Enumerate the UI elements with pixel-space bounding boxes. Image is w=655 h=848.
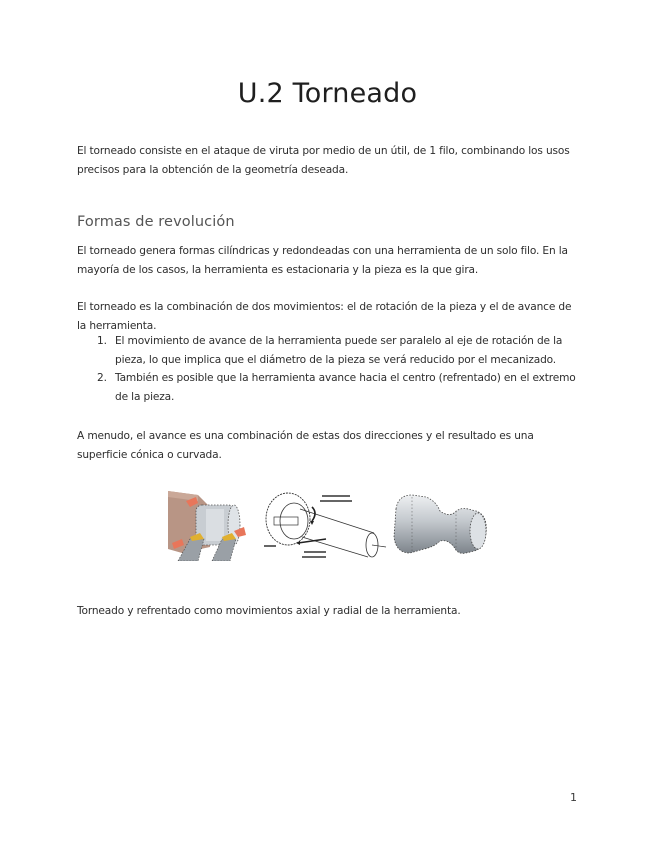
lathe-chuck-diagram xyxy=(262,487,387,561)
page-title: U.2 Torneado xyxy=(237,78,418,109)
list-item xyxy=(77,369,582,406)
turned-part-illustration xyxy=(390,487,494,561)
figure-caption: Torneado y refrentado como movimientos axial y radial de la herramienta. xyxy=(77,605,461,617)
list-item xyxy=(77,332,582,369)
list-item-number: 1. xyxy=(97,335,107,347)
page-number: 1 xyxy=(570,791,577,804)
list-item-text: También es posible que la herramienta avance hacia el centro (refrentado) en el extremo de la pieza. xyxy=(115,372,576,403)
list-item-text: El movimiento de avance de la herramienta puede ser paralelo al eje de rotación de la pieza, lo que implica que el diámetro de la pieza se verá reducido por el mecanizado. xyxy=(115,335,563,366)
section-paragraph-3: A menudo, el avance es una combinación de estas dos direcciones y el resultado es una superficie cónica o curvada. xyxy=(77,430,534,461)
turning-figure xyxy=(168,487,494,561)
section-paragraph-2: El torneado es la combinación de dos movimientos: el de rotación de la pieza y el de avance de la herramienta. xyxy=(77,301,572,332)
movement-list xyxy=(77,332,582,406)
list-item-number: 2. xyxy=(97,372,107,384)
section-paragraph-1: El torneado genera formas cilíndricas y redondeadas con una herramienta de un solo filo. En la mayoría de los casos, la herramienta es estacionaria y la pieza es la que gira. xyxy=(77,245,568,276)
section-heading: Formas de revolución xyxy=(77,214,235,230)
turning-tools-illustration xyxy=(168,487,248,561)
intro-paragraph: El torneado consiste en el ataque de viruta por medio de un útil, de 1 filo, combinando los usos precisos para la obtención de la geometría deseada. xyxy=(77,145,570,176)
